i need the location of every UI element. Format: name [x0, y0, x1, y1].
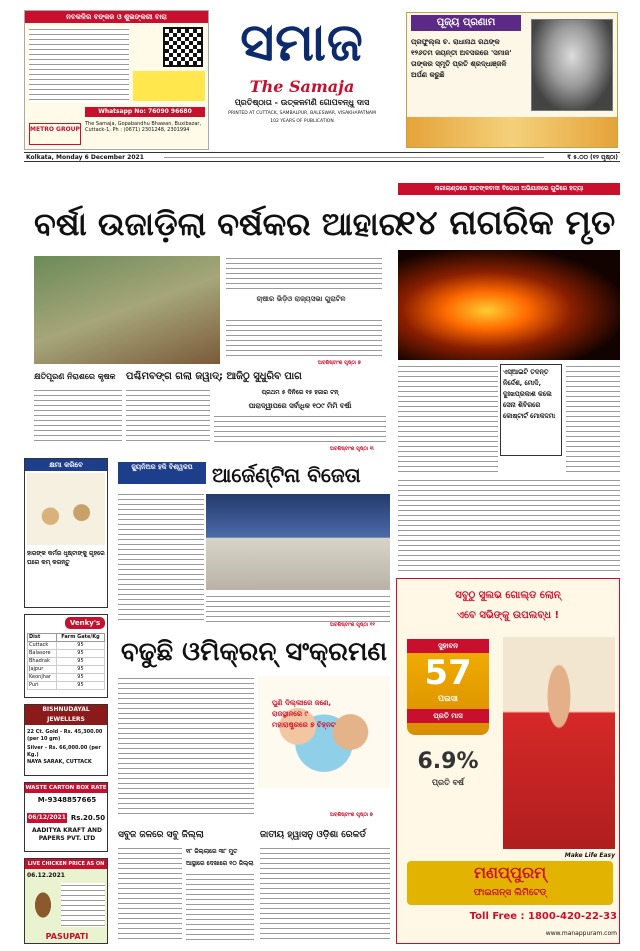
- table-row: Jajpur 95: [28, 666, 105, 674]
- chicken-price-table: [24, 614, 108, 698]
- gold-loan-ad[interactable]: [396, 578, 620, 944]
- nagaland-inset-box: [500, 364, 562, 456]
- masthead-subtitle: The Samaja: [249, 77, 355, 96]
- gold-ad-line1: ସବୁଠୁ ସୁଲଭ ଗୋଲ୍ଡ ଲୋନ୍: [455, 590, 561, 601]
- pasupati-logo: PASUPATI: [45, 932, 89, 941]
- lead-jump[interactable]: ଅବଶିଷ୍ଟାଂଶ ପୃଷ୍ଠା ୭: [318, 360, 361, 366]
- crop-loss-headline[interactable]: କ୍ଷତିପୂରଣ ନିରାଶରେ କୃଷକ: [34, 372, 116, 381]
- date-line: Kolkata, Monday 6 December 2021: [26, 154, 144, 161]
- bengal-headline[interactable]: ପଶ୍ଚିମବଙ୍ଗ ଗଲା ଜୱାଦ୍; ଆଜିଠୁ ସୁଧୁରିବ ପାଗ: [126, 371, 302, 382]
- table-row: Balasore 95: [28, 650, 105, 658]
- cartoon-box: [24, 458, 108, 608]
- metro-group-logo: METRO GROUP: [29, 123, 81, 145]
- tribute-box: [406, 12, 618, 148]
- table-row: Keonjhar 95: [28, 674, 105, 682]
- chicken-heading: LIVE CHICKEN PRICE AS ON: [25, 859, 107, 869]
- gold-ad-line2: ଏବେ ସଭିଙ୍କୁ ଉପଲବ୍ଧ !: [456, 610, 560, 621]
- kraft-company: AADITYA KRAFT AND PAPERS PVT. LTD: [32, 827, 102, 842]
- nagaland-kicker: ନାଗାଲାଣ୍ଡରେ ଆତଙ୍କବାଦୀ ବିରୋଧୀ ଅଭିଯାନରେ ଗୁଳିରେ ହତ୍ୟା: [398, 183, 620, 195]
- years-of-publication: 102 YEARS OF PUBLICATION: [270, 119, 334, 124]
- chicken-illustration: [29, 883, 57, 927]
- brand-name: ମଣପ୍ପୁରମ୍: [473, 863, 547, 882]
- cartoon-caption: ହାରଙ୍କ କର୍ମର ଧୃଷ୍ଟାଙ୍କୁ ଗୃହରେ ଘରେ କମ୍‌ କରନ୍ତୁ: [27, 550, 105, 566]
- date-strip: [24, 152, 620, 162]
- nagaland-inset-text: ଏସ୍ଆଇଟି ତଦନ୍ତ ନିର୍ଦ୍ଦେଶ, ମୋଦି, ଦୁଃଖପ୍ରକାଶ କଲେ ସେନା ଶିବିରରେ କୋଷ୍ଟାର୍ଟ ମୋକଦ୍ଦମା: [503, 368, 556, 420]
- table-header-rate: Farm Gate/Kg: [56, 634, 104, 642]
- annual-percent: 6.9%: [417, 749, 479, 774]
- masthead: [212, 8, 392, 148]
- bottom-left-headline[interactable]: ସବୁଜ ଜଳରେ ସବୁ ଜିଲ୍ଲା: [118, 830, 204, 840]
- table-header-dist: Dist: [28, 634, 57, 642]
- masthead-tagline: ପ୍ରତିଷ୍ଠାତା - ଉତ୍କଳମଣି ଗୋପବନ୍ଧୁ ଦାସ: [234, 98, 370, 107]
- rate-paisa: ପଇସା: [438, 694, 458, 703]
- tribute-heading: ପୂଜ୍ୟ ପ୍ରଣାମ: [411, 15, 521, 31]
- chicken-date: 06.12.2021: [27, 872, 65, 879]
- mid-jump[interactable]: ଅବଶିଷ୍ଟାଂଶ ପୃଷ୍ଠା ୩: [330, 446, 374, 452]
- waste-rate: Rs.20.50: [70, 814, 106, 822]
- table-row: Cuttack 95: [28, 642, 105, 650]
- brand-sub: ଫାଇନାନ୍ସ ଲିମିଟେଡ୍: [473, 888, 547, 898]
- cartoon-label: କ୍ଷମା କରିବେ: [25, 459, 107, 471]
- bottom-right-headline[interactable]: ଜାତୀୟ ହ୍ୱାସନୁ ଓଡ଼ିଶା ରେକର୍ଡ: [260, 830, 366, 840]
- qr-code[interactable]: [163, 27, 203, 67]
- hockey-trophy-photo: [206, 494, 390, 590]
- price: ₹ ୫.୦୦ (୧୨ ପୃଷ୍ଠା): [566, 154, 618, 161]
- omicron-jump[interactable]: ଅବଶିଷ୍ଟାଂଶ ପୃଷ୍ଠା ୭: [330, 812, 373, 818]
- waste-date: 06/12/2021: [28, 814, 66, 821]
- masthead-title: ସମାଜ: [240, 12, 364, 73]
- tribute-text: ପ୍ରଫୁଲ୍ଲ ଚ. ରାଧାନାଥ ରଥଙ୍କ ୧୨୬ତମ ଜୟନ୍ତୀ ଅବସରରେ 'ସମାଜ' ତାଙ୍କର ସ୍ମୃତି ପ୍ରତି ଶ୍ରଦ୍ଧାଞ୍ଜଳି ଅର୍ପଣ କରୁଛି: [411, 38, 512, 79]
- left-header-ad: [24, 10, 209, 150]
- col3-kicker: ପ୍ରଥମ ୫ ଦିନିରେ ୧୫ ହଜାର ଟନ୍: [261, 389, 339, 396]
- burning-vehicle-photo: [398, 250, 620, 360]
- table-row: Bhadrak 95: [28, 658, 105, 666]
- col3-headline[interactable]: ପାରାଦ୍ୱୀପରେ ସର୍ବାଧିକ ୧୦୯ ମିମି ବର୍ଷା: [248, 402, 352, 410]
- bottom-left-sub: ଆସ୍ଥାରେ ଦେଖାରେ ୧୦ ଜିଲ୍ଲା: [186, 860, 254, 867]
- live-chicken-ad: [24, 858, 108, 944]
- annual-per-year: ପ୍ରତି ବର୍ଷ: [432, 778, 464, 787]
- waste-heading: WASTE CARTON BOX RATE: [25, 785, 107, 791]
- jeweller-address: NAYA SARAK, CUTTACK: [27, 759, 92, 765]
- flower-decoration: [407, 117, 617, 147]
- farm-gate-table: [27, 633, 105, 690]
- jeweller-ad: [24, 704, 108, 776]
- silver-rate: Silver - Rs. 66,000.00 (per Kg.): [27, 745, 101, 758]
- rate-per-month: ପ୍ରତି ମାସ: [407, 709, 489, 723]
- office-address: The Samaja, Gopabandhu Bhawan, Buxibazar, Cuttack-1, Ph : (0671) 2301248, 2301994: [85, 121, 202, 133]
- rate-badge: [407, 639, 489, 735]
- sports-jump[interactable]: ଅବଶିଷ୍ଟାଂଶ ପୃଷ୍ଠା ୧୧: [330, 622, 375, 628]
- left-ad-heading: ନବକଳିର ବଙ୍କଜ ଓ ଶୁଭଙ୍କରୀ ବାରା: [25, 11, 208, 23]
- gold-rate: 22 Ct. Gold - Rs. 45,300.00 (per 10 gm): [27, 729, 103, 742]
- lead-photo-farmers: [34, 256, 220, 364]
- bottom-left-kicker: ୧୮ ଜିଲ୍ଲାରେ ୩୮ ମୁତ: [186, 848, 238, 855]
- sports-headline[interactable]: ଆର୍ଜେଣ୍ଟିନା ବିଜେତା: [212, 463, 361, 487]
- omicron-headline[interactable]: ବଢୁଛି ଓମିକ୍ରନ୍ ସଂକ୍ରମଣ: [120, 637, 388, 667]
- tribute-portrait: [531, 19, 613, 111]
- waste-carton-ad: [24, 782, 108, 852]
- cartoon-drawing: [27, 473, 105, 545]
- table-row: Puri 95: [28, 682, 105, 690]
- printed-at: PRINTED AT CUTTACK, SAMBALPUR, BALESWAR, VISAKHAPATNAM: [228, 111, 376, 116]
- celebrity-photo: [503, 637, 615, 849]
- omicron-inset: ପୁଣି ଦିଲ୍ଲୀରେ ଜଣେ, ରାଜସ୍ଥାନରେ ୯ ମହାରାଷ୍ଟ୍ରରେ ୭ ଚିହ୍ନଟ: [272, 699, 336, 729]
- rate-value: 57: [424, 653, 472, 693]
- toll-free[interactable]: Toll Free : 1800-420-22-33: [469, 911, 617, 922]
- website[interactable]: www.manappuram.com: [545, 930, 617, 937]
- venky-logo: Venky's: [65, 617, 105, 629]
- waste-phone[interactable]: M-9348857665: [37, 796, 97, 804]
- lead-subhead: ଚାଷୀର ଭିଡ଼ିଓ ରାଜ୍ୟସଭା ଗୁରାଟିନ: [256, 295, 346, 303]
- brand-banner: [407, 861, 613, 905]
- whatsapp-number[interactable]: Whatsapp No: 76090 96680: [85, 107, 205, 117]
- annual-rate: [411, 747, 485, 813]
- make-life-easy: Make Life Easy: [564, 852, 615, 859]
- jeweller-name: BISHNUDAYAL JEWELLERS: [25, 705, 107, 725]
- rate-label: ସୁହାବନ: [407, 639, 489, 653]
- lead-headline[interactable]: ବର୍ଷା ଉଜାଡ଼ିଲା ବର୍ଷକର ଆହାର: [34, 205, 403, 243]
- nagaland-headline[interactable]: ୧୪ ନାଗରିକ ମୃତ: [398, 203, 616, 243]
- sports-kicker: ଜ୍ୟୁନିଅର ହକି ବିଶ୍ୱକପ: [118, 462, 206, 484]
